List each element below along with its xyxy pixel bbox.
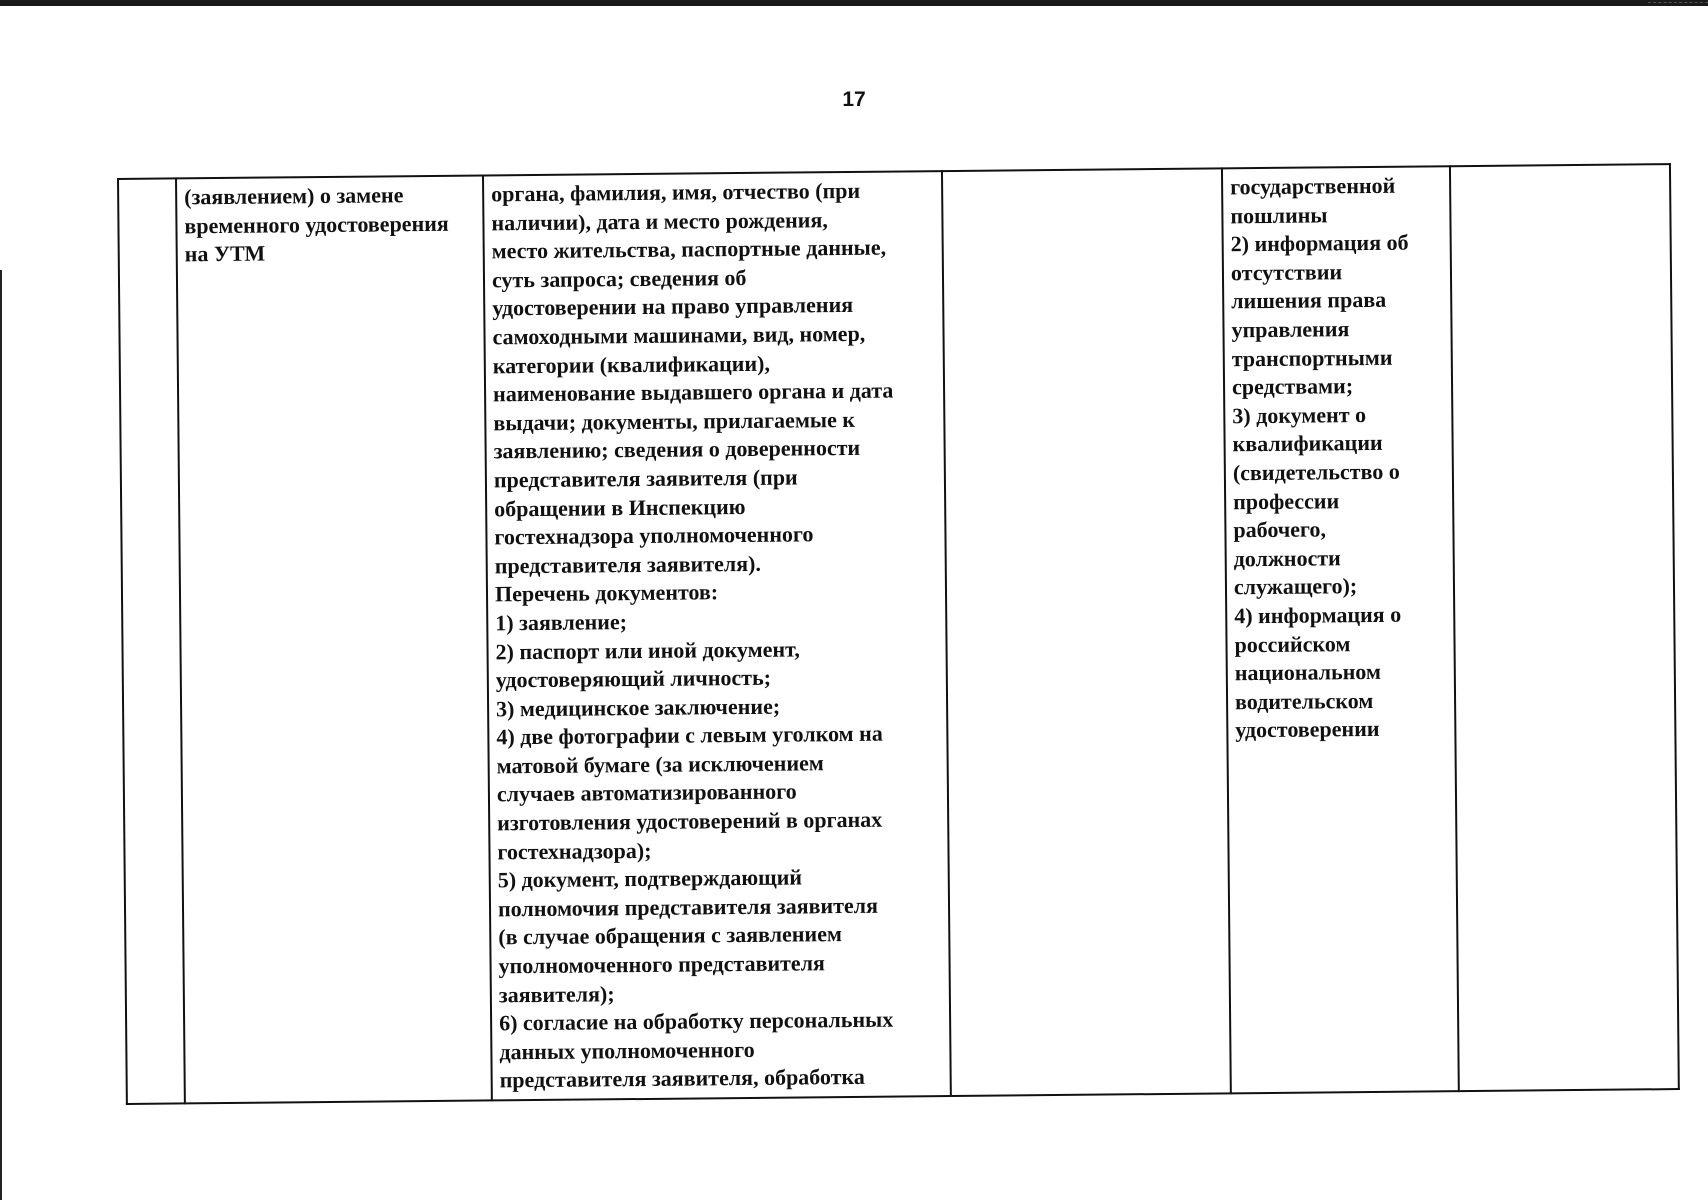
text-line: рабочего, <box>1233 516 1327 543</box>
text-line: на УТМ <box>184 240 266 267</box>
text-line: 6) согласие на обработку персональных <box>499 1006 894 1036</box>
text-line: самоходными машинами, вид, номер, <box>492 320 866 350</box>
text-line: (заявлением) о замене <box>184 182 404 210</box>
text-line: 1) заявление; <box>495 609 628 636</box>
text-line: изготовления удостоверений в органах <box>497 806 883 836</box>
text-line: временного удостоверения <box>184 210 449 238</box>
cell-documents-list <box>483 171 951 1100</box>
cell-service-name <box>176 175 492 1103</box>
text-line: пошлины <box>1230 201 1328 228</box>
text-line: управления <box>1231 316 1350 343</box>
table-container <box>117 163 1678 1112</box>
document-table <box>117 163 1680 1105</box>
text-line: органа, фамилия, имя, отчество (при <box>491 177 861 207</box>
text-line: национальном <box>1234 658 1382 686</box>
text-line: обращении в Инспекцию <box>494 493 746 521</box>
text-line: лишения права <box>1231 287 1387 314</box>
text-line: 4) две фотографии с левым уголком на <box>496 720 883 750</box>
text-line: наименование выдавшего органа и дата <box>492 377 894 407</box>
text-line: российском <box>1234 630 1351 657</box>
cell-interdepartmental-info <box>1222 166 1459 1093</box>
text-line: должности <box>1233 544 1341 572</box>
text-line: транспортными <box>1231 344 1393 371</box>
left-scan-edge <box>0 270 2 1200</box>
text-line: случаев автоматизированного <box>496 778 797 807</box>
text-line: суть запроса; сведения об <box>491 264 747 293</box>
text-line: отсутствии <box>1230 259 1343 286</box>
text-line: выдачи; документы, прилагаемые к <box>493 406 856 436</box>
text-line: государственной <box>1230 172 1396 200</box>
text-line: служащего); <box>1233 573 1358 600</box>
text-line: водительском <box>1234 687 1374 714</box>
text-line: данных уполномоченного <box>499 1036 755 1065</box>
top-scan-dash <box>1648 2 1708 3</box>
cell-empty <box>942 168 1231 1096</box>
text-line: квалификации <box>1232 430 1383 457</box>
documents-list-heading: Перечень документов: <box>494 579 719 607</box>
text-line: удостоверяющий личность; <box>495 664 772 693</box>
cell-empty-last <box>1450 164 1679 1091</box>
text-line: (в случае обращения с заявлением <box>498 921 843 950</box>
text-line: представителя заявителя). <box>494 550 762 579</box>
text-line: место жительства, паспортные данные, <box>491 234 887 264</box>
text-line: 3) документ о <box>1232 401 1367 429</box>
top-scan-border <box>0 0 1708 6</box>
text-line: уполномоченного представителя <box>498 950 825 979</box>
text-line: заявлению; сведения о доверенности <box>493 435 861 464</box>
text-line: 2) информация об <box>1230 229 1409 257</box>
text-line: 2) паспорт или иной документ, <box>495 635 800 664</box>
text-line: представителя заявителя (при <box>493 464 798 493</box>
text-line: профессии <box>1233 487 1340 514</box>
text-line: гостехнадзора уполномоченного <box>494 521 814 550</box>
text-line: удостоверении <box>1235 716 1380 743</box>
text-line: 3) медицинское заключение; <box>495 693 781 722</box>
text-line: гостехнадзора); <box>497 837 652 865</box>
text-line: 5) документ, подтверждающий <box>497 864 803 893</box>
text-line: представителя заявителя, обработка <box>499 1064 865 1093</box>
text-line: наличии), дата и место рождения, <box>491 206 828 236</box>
text-line: матовой бумаге (за исключением <box>496 750 824 779</box>
text-line: категории (квалификации), <box>492 350 770 378</box>
text-line: полномочия представителя заявителя <box>497 892 879 922</box>
text-line: 4) информация о <box>1234 601 1402 629</box>
text-line: средствами; <box>1231 373 1354 400</box>
text-line: удостоверении на право управления <box>492 292 854 321</box>
page-number: 17 <box>842 88 866 111</box>
table-row <box>118 164 1679 1104</box>
text-line: заявителя); <box>498 980 615 1007</box>
text-line: (свидетельство о <box>1232 458 1400 486</box>
cell-number <box>118 178 185 1104</box>
